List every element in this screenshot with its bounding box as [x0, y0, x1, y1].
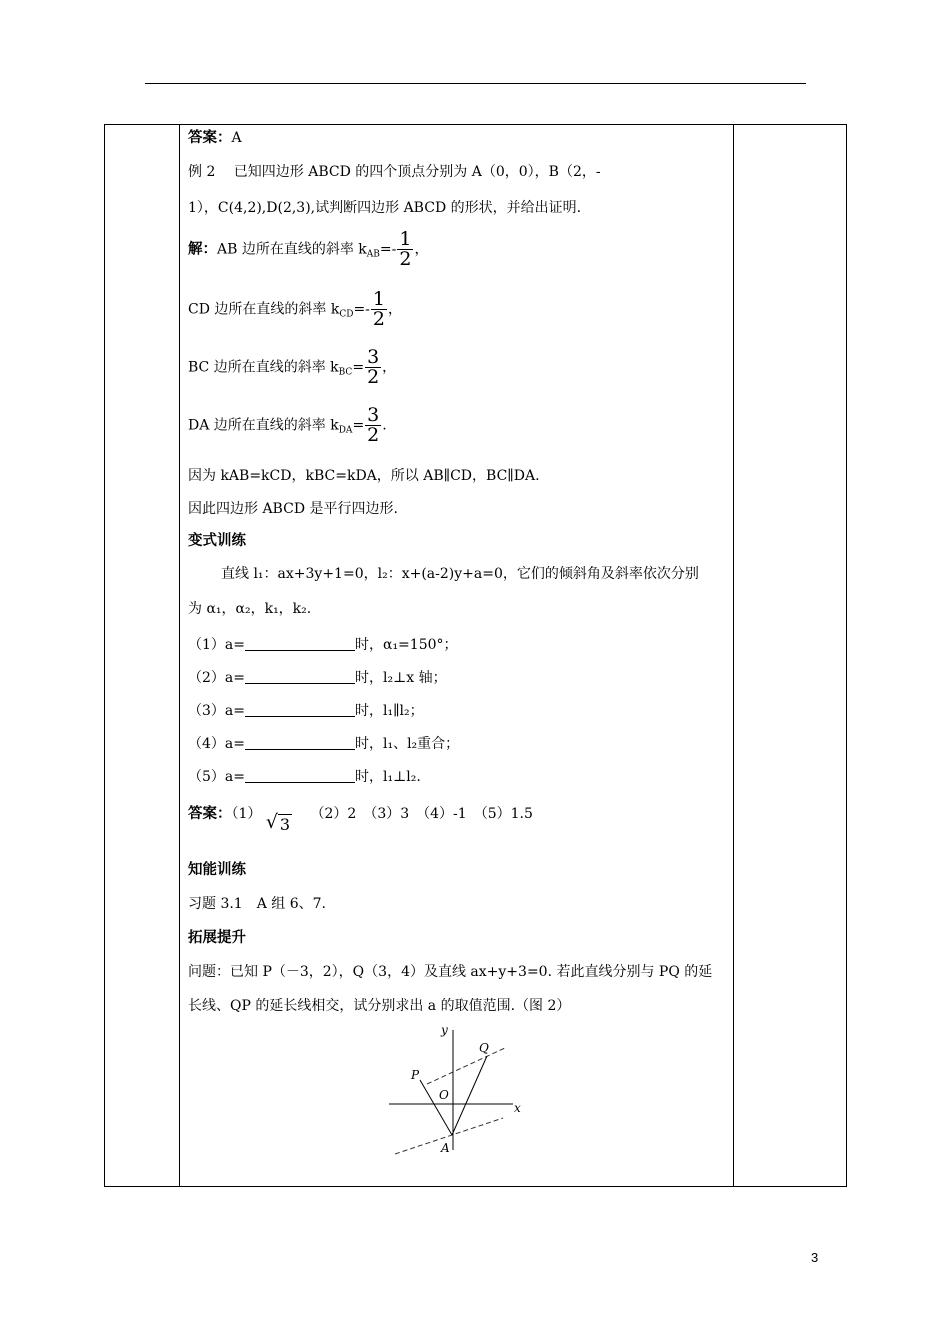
skill-text: 习题 3.1 A 组 6、7.: [188, 896, 326, 912]
y-label: y: [441, 1023, 448, 1037]
answer-blank: [245, 703, 355, 717]
fraction-ab: $\frac{1}{2}$: [399, 228, 412, 270]
fraction-cd: $\frac{1}{2}$: [372, 288, 385, 330]
coordinate-diagram: [385, 1022, 535, 1162]
skill-title: 知能训练: [188, 862, 246, 878]
segment-aq: [452, 1056, 487, 1135]
x-label: x: [514, 1101, 521, 1115]
dashed-line-upper: [427, 1048, 505, 1084]
header-rule: [145, 83, 806, 84]
origin-label: O: [439, 1088, 449, 1102]
extend-title: 拓展提升: [188, 930, 246, 946]
variant-title: 变式训练: [188, 533, 246, 549]
point-q-label: Q: [479, 1041, 489, 1055]
fraction-bc: $\frac{3}{2}$: [367, 346, 380, 388]
variant-item-4: （4）a= 时，l₁、l₂重合；: [188, 736, 460, 752]
page-number: 3: [811, 1250, 819, 1265]
solution-because: 因为 kAB=kCD，kBC=kDA，所以 AB∥CD，BC∥DA.: [188, 468, 540, 484]
solution-da: DA 边所在直线的斜率 $k_{DA}=$ $\frac{3}{2}$ .: [188, 404, 387, 446]
variant-stem-line2: 为 α₁，α₂，k₁，k₂.: [188, 601, 312, 617]
variant-item-5: （5）a= 时，l₁⊥l₂.: [188, 769, 421, 785]
table-divider-left: [179, 124, 180, 1187]
figure-2: [385, 1022, 535, 1166]
variant-item-3: （3）a= 时，l₁∥l₂；: [188, 703, 424, 719]
example2-line1: 例 2 已知四边形 ABCD 的四个顶点分别为 A（0，0），B（2，-: [188, 164, 601, 180]
extend-line1: 问题：已知 P（－3，2），Q（3，4）及直线 ax+y+3=0. 若此直线分别与 PQ 的延: [188, 964, 713, 980]
variant-stem-line1: 直线 l₁：ax+3y+1=0，l₂：x+(a-2)y+a=0，它们的倾斜角及斜率依次分别: [221, 566, 699, 582]
example2-line2: 1），C(4,2),D(2,3),试判断四边形 ABCD 的形状，并给出证明.: [188, 200, 582, 216]
variant-answer: 答案：（1） √ 3 （2）2 （3）3 （4）-1 （5）1.5: [188, 806, 533, 834]
variant-item-1: （1）a= 时，α₁=150°；: [188, 637, 458, 653]
sqrt-expression: √ 3: [265, 811, 291, 834]
answer-prev: 答案：A: [188, 130, 242, 146]
answer-blank: [245, 736, 355, 750]
solution-ab: 解：AB 边所在直线的斜率 $k_{AB}=-$ $\frac{1}{2}$ ，: [188, 228, 429, 270]
variant-item-2: （2）a= 时，l₂⊥x 轴；: [188, 670, 447, 686]
answer-blank: [245, 670, 355, 684]
point-a-label: A: [441, 1141, 450, 1155]
point-p-label: P: [411, 1068, 420, 1082]
solution-therefore: 因此四边形 ABCD 是平行四边形.: [188, 501, 398, 517]
table-divider-right: [733, 124, 734, 1187]
fraction-da: $\frac{3}{2}$: [367, 404, 380, 446]
answer-blank: [245, 637, 355, 651]
solution-bc: BC 边所在直线的斜率 $k_{BC}=$ $\frac{3}{2}$ ，: [188, 346, 397, 388]
extend-line2: 长线、QP 的延长线相交，试分别求出 a 的取值范围.（图 2）: [188, 998, 571, 1014]
radical-sign: √: [265, 811, 278, 833]
answer-blank: [245, 769, 355, 783]
solution-cd: CD 边所在直线的斜率 $k_{CD}=-$ $\frac{1}{2}$ ，: [188, 288, 402, 330]
